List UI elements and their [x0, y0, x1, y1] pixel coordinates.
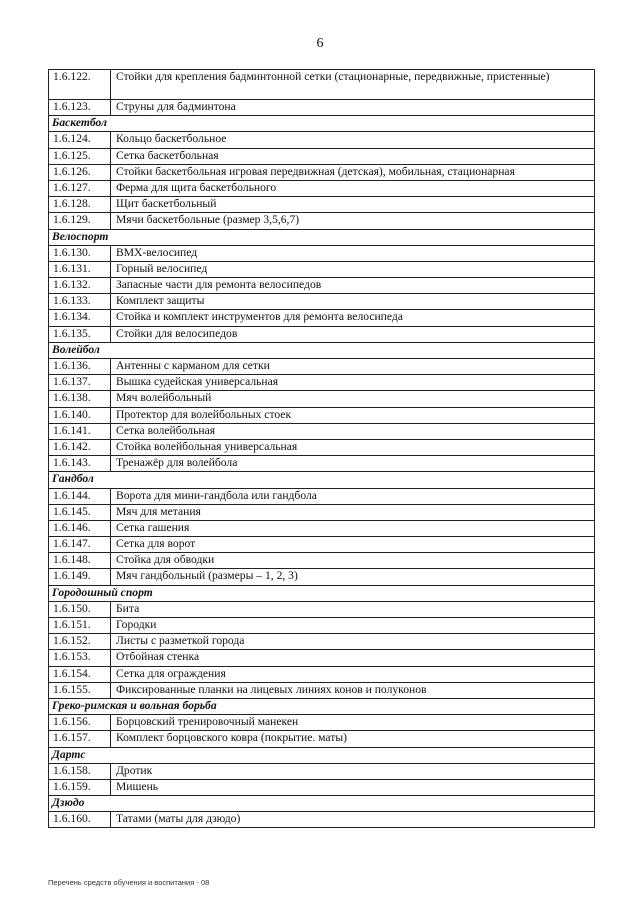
item-number: 1.6.127.	[49, 180, 111, 196]
item-description: Борцовский тренировочный манекен	[111, 715, 595, 731]
table-row	[49, 634, 595, 650]
item-number: 1.6.151.	[49, 618, 111, 634]
item-description: Дротик	[111, 763, 595, 779]
table-row	[49, 148, 595, 164]
item-number: 1.6.144.	[49, 488, 111, 504]
table-row	[49, 180, 595, 196]
table-row	[49, 601, 595, 617]
table-row	[49, 812, 595, 828]
item-description: Стойка для обводки	[111, 553, 595, 569]
item-description: Стойки для велосипедов	[111, 326, 595, 342]
item-number: 1.6.157.	[49, 731, 111, 747]
table-row	[49, 407, 595, 423]
equipment-table	[48, 69, 595, 828]
item-number: 1.6.136.	[49, 359, 111, 375]
item-description: Комплект борцовского ковра (покрытие. маты)	[111, 731, 595, 747]
table-row	[49, 261, 595, 277]
table-row	[49, 731, 595, 747]
table-row	[49, 213, 595, 229]
section-header-row	[49, 747, 595, 763]
item-description: Щит баскетбольный	[111, 197, 595, 213]
table-row	[49, 278, 595, 294]
item-description: Стойки баскетбольная игровая передвижная (детская), мобильная, стационарная	[111, 164, 595, 180]
table-row	[49, 779, 595, 795]
section-title: Дартс	[49, 747, 595, 763]
table-row	[49, 715, 595, 731]
item-number: 1.6.142.	[49, 439, 111, 455]
item-description: Ферма для щита баскетбольного	[111, 180, 595, 196]
item-description: Сетка для ограждения	[111, 666, 595, 682]
table-row	[49, 359, 595, 375]
section-title: Греко-римская и вольная борьба	[49, 698, 595, 714]
item-description: Мячи баскетбольные (размер 3,5,6,7)	[111, 213, 595, 229]
item-number: 1.6.154.	[49, 666, 111, 682]
item-description: Кольцо баскетбольное	[111, 132, 595, 148]
page-footer: Перечень средств обучения и воспитания - 08	[48, 878, 210, 887]
item-number: 1.6.135.	[49, 326, 111, 342]
section-header-row	[49, 342, 595, 358]
item-number: 1.6.160.	[49, 812, 111, 828]
item-number: 1.6.137.	[49, 375, 111, 391]
table-row	[49, 326, 595, 342]
item-description: Сетка баскетбольная	[111, 148, 595, 164]
table-row	[49, 245, 595, 261]
item-number: 1.6.124.	[49, 132, 111, 148]
item-number: 1.6.122.	[49, 70, 111, 100]
item-number: 1.6.147.	[49, 537, 111, 553]
section-title: Волейбол	[49, 342, 595, 358]
table-row	[49, 666, 595, 682]
item-description: Тренажёр для волейбола	[111, 456, 595, 472]
table-row	[49, 132, 595, 148]
table-row	[49, 618, 595, 634]
section-title: Дзюдо	[49, 796, 595, 812]
section-title: Гандбол	[49, 472, 595, 488]
item-description: Бита	[111, 601, 595, 617]
item-number: 1.6.123.	[49, 100, 111, 116]
item-description: Вышка судейская универсальная	[111, 375, 595, 391]
item-description: Запасные части для ремонта велосипедов	[111, 278, 595, 294]
item-number: 1.6.149.	[49, 569, 111, 585]
table-row	[49, 197, 595, 213]
section-header-row	[49, 229, 595, 245]
item-description: Сетка гашения	[111, 520, 595, 536]
table-row	[49, 650, 595, 666]
item-number: 1.6.132.	[49, 278, 111, 294]
item-number: 1.6.129.	[49, 213, 111, 229]
item-number: 1.6.152.	[49, 634, 111, 650]
item-number: 1.6.148.	[49, 553, 111, 569]
item-number: 1.6.158.	[49, 763, 111, 779]
table-row	[49, 375, 595, 391]
item-description: Ворота для мини-гандбола или гандбола	[111, 488, 595, 504]
table-row	[49, 537, 595, 553]
item-description: Сетка волейбольная	[111, 423, 595, 439]
item-number: 1.6.159.	[49, 779, 111, 795]
item-description: Мяч для метания	[111, 504, 595, 520]
item-description: Струны для бадминтона	[111, 100, 595, 116]
item-number: 1.6.155.	[49, 682, 111, 698]
equipment-table-body	[49, 70, 595, 828]
section-header-row	[49, 472, 595, 488]
item-number: 1.6.134.	[49, 310, 111, 326]
item-number: 1.6.131.	[49, 261, 111, 277]
section-header-row	[49, 116, 595, 132]
item-number: 1.6.140.	[49, 407, 111, 423]
item-description: Стойки для крепления бадминтонной сетки (стационарные, передвижные, пристенные)	[111, 70, 595, 100]
table-row	[49, 294, 595, 310]
item-number: 1.6.156.	[49, 715, 111, 731]
section-title: Велоспорт	[49, 229, 595, 245]
item-number: 1.6.130.	[49, 245, 111, 261]
table-row	[49, 488, 595, 504]
table-row	[49, 682, 595, 698]
item-description: Татами (маты для дзюдо)	[111, 812, 595, 828]
item-number: 1.6.128.	[49, 197, 111, 213]
table-row	[49, 439, 595, 455]
item-number: 1.6.138.	[49, 391, 111, 407]
item-description: Сетка для ворот	[111, 537, 595, 553]
item-number: 1.6.141.	[49, 423, 111, 439]
table-row	[49, 504, 595, 520]
item-description: Листы с разметкой города	[111, 634, 595, 650]
table-row	[49, 520, 595, 536]
item-description: Антенны с карманом для сетки	[111, 359, 595, 375]
item-description: Фиксированные планки на лицевых линиях конов и полуконов	[111, 682, 595, 698]
item-number: 1.6.143.	[49, 456, 111, 472]
table-row	[49, 456, 595, 472]
item-description: ВМХ-велосипед	[111, 245, 595, 261]
section-title: Городошный спорт	[49, 585, 595, 601]
section-header-row	[49, 796, 595, 812]
item-description: Горный велосипед	[111, 261, 595, 277]
item-number: 1.6.146.	[49, 520, 111, 536]
item-description: Комплект защиты	[111, 294, 595, 310]
table-row	[49, 569, 595, 585]
table-row	[49, 553, 595, 569]
item-number: 1.6.126.	[49, 164, 111, 180]
item-description: Отбойная стенка	[111, 650, 595, 666]
section-header-row	[49, 585, 595, 601]
table-row	[49, 100, 595, 116]
item-number: 1.6.125.	[49, 148, 111, 164]
item-description: Мишень	[111, 779, 595, 795]
table-row	[49, 391, 595, 407]
item-number: 1.6.133.	[49, 294, 111, 310]
item-description: Стойка и комплект инструментов для ремонта велосипеда	[111, 310, 595, 326]
item-number: 1.6.145.	[49, 504, 111, 520]
item-description: Стойка волейбольная универсальная	[111, 439, 595, 455]
table-row	[49, 423, 595, 439]
item-number: 1.6.150.	[49, 601, 111, 617]
section-title: Баскетбол	[49, 116, 595, 132]
section-header-row	[49, 698, 595, 714]
item-description: Мяч гандбольный (размеры – 1, 2, 3)	[111, 569, 595, 585]
item-description: Городки	[111, 618, 595, 634]
table-row	[49, 70, 595, 100]
item-description: Мяч волейбольный	[111, 391, 595, 407]
table-row	[49, 763, 595, 779]
item-number: 1.6.153.	[49, 650, 111, 666]
item-description: Протектор для волейбольных стоек	[111, 407, 595, 423]
page-number: 6	[316, 36, 324, 51]
table-row	[49, 164, 595, 180]
table-row	[49, 310, 595, 326]
